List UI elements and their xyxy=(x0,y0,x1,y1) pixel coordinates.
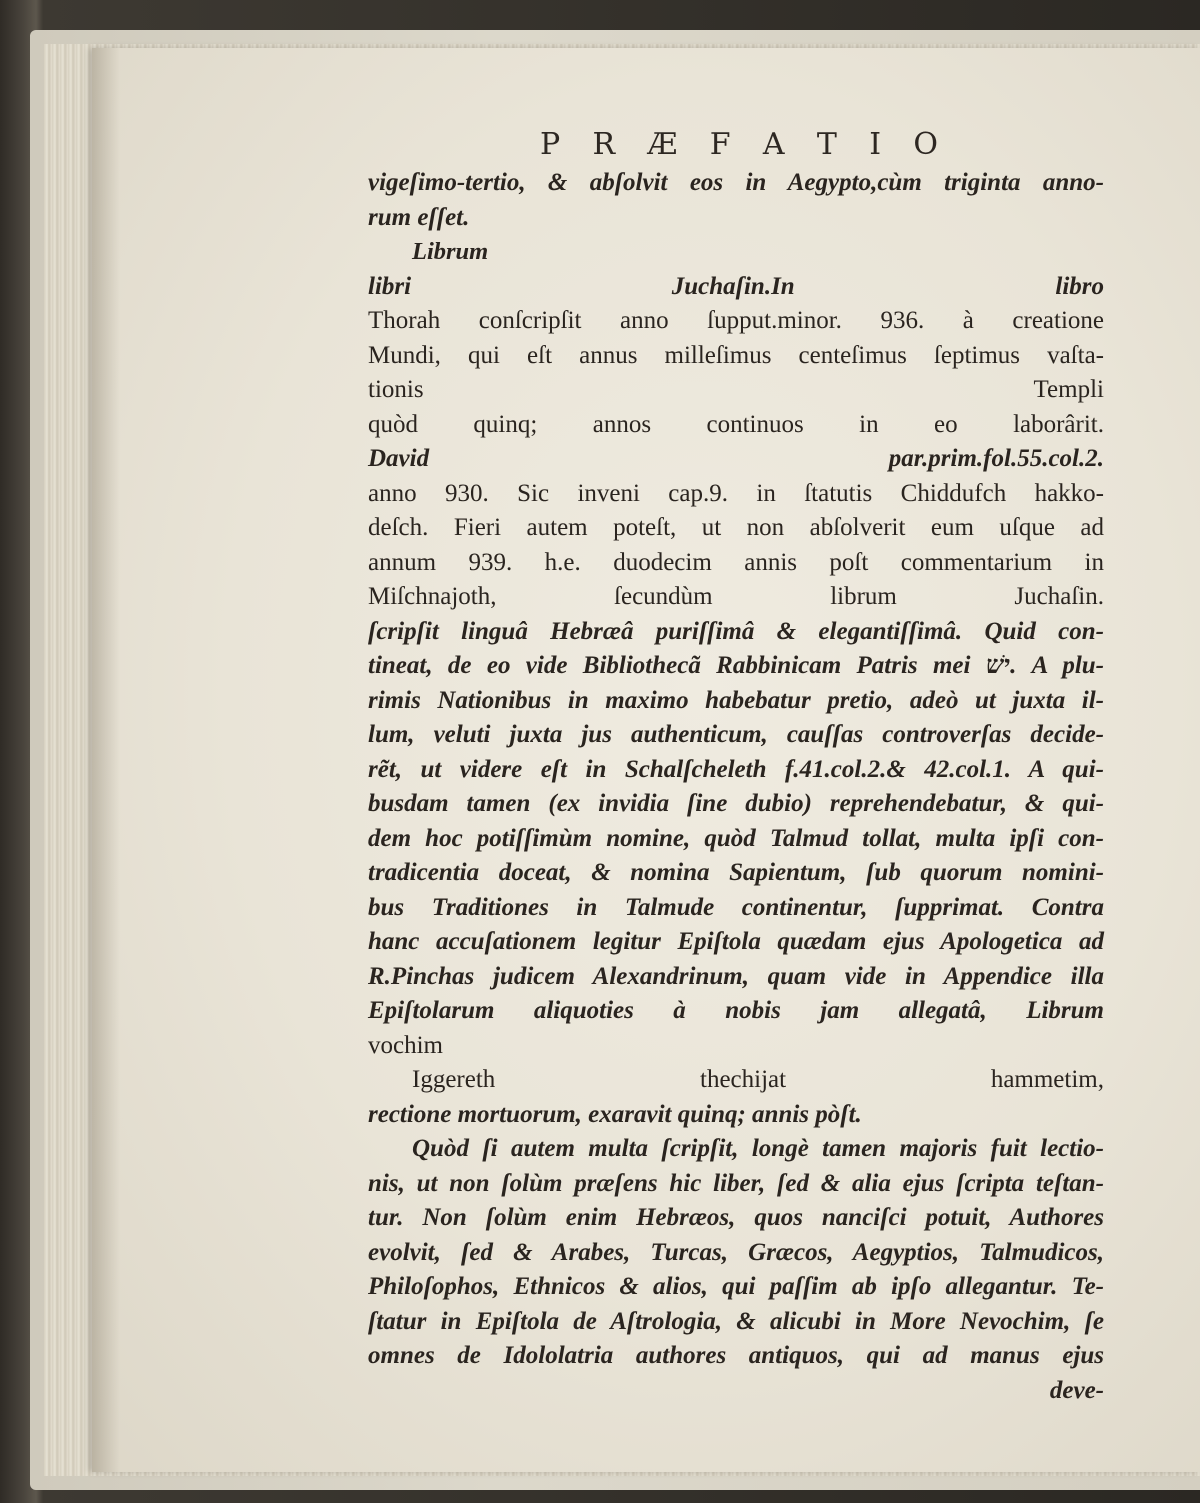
text-line xyxy=(368,822,1104,857)
text-line xyxy=(368,718,1104,753)
text-line xyxy=(368,1305,1104,1340)
gutter-shadow xyxy=(92,48,120,1472)
text-line xyxy=(368,1063,1104,1098)
italic-text: omnes de Idololatria authores antiquos, qui ad manus ejus xyxy=(368,1342,1104,1369)
italic-text: evolvit, ſed & Arabes, Turcas, Græcos, Aegyptios, Talmudicos, xyxy=(368,1238,1104,1266)
text-line xyxy=(368,1236,1104,1271)
header-letter: I xyxy=(869,126,884,162)
text-line xyxy=(368,511,1104,546)
text-line xyxy=(368,1201,1104,1236)
italic-text: hanc accuſationem legitur Epiſtola quædam ejus Apologetica ad xyxy=(368,928,1104,955)
text-line xyxy=(368,1339,1104,1374)
roman-text: Thorah conſcripſit anno ſupput.minor. 936. à creatione xyxy=(368,307,1104,334)
italic-text: Librum xyxy=(412,238,489,265)
text-line xyxy=(368,304,1104,339)
header-letter: O xyxy=(913,126,940,162)
text-line xyxy=(368,753,1104,788)
text-line xyxy=(368,235,1104,270)
text-line xyxy=(368,270,1104,305)
roman-text: annum 939. h.e. duodecim annis poſt commentarium in xyxy=(368,548,1104,576)
running-header xyxy=(540,120,940,168)
italic-text: lum, veluti juxta jus authenticum, cauſſas controverſas decide- xyxy=(368,721,1104,748)
text-line xyxy=(368,373,1104,408)
italic-text: bus Traditiones in Talmude continentur, ſupprimat. Contra xyxy=(368,893,1104,921)
roman-text: deſch. Fieri autem poteſt, ut non abſolverit eum uſque ad xyxy=(368,514,1104,541)
italic-text: rum eſſet. xyxy=(368,203,470,231)
text-line xyxy=(368,1167,1104,1202)
text-line xyxy=(368,580,1104,615)
italic-text: Quòd ſi autem multa ſcripſit, longè tamen majoris fuit lectio- xyxy=(412,1135,1104,1162)
text-line xyxy=(368,925,1104,960)
roman-text: tionis Templi xyxy=(368,376,1104,403)
text-line xyxy=(368,994,1104,1029)
italic-text: R.Pinchas judicem Alexandrinum, quam vide in Appendice illa xyxy=(368,962,1104,990)
text-line xyxy=(368,201,1104,236)
text-line xyxy=(368,684,1104,719)
header-letter: P xyxy=(540,126,563,162)
text-line xyxy=(368,477,1104,512)
catchword xyxy=(368,1374,1104,1409)
roman-text: vochim xyxy=(368,1031,443,1059)
text-line xyxy=(368,166,1104,201)
roman-text: anno 930. Sic inveni cap.9. in ſtatutis Chiddufch hakko- xyxy=(368,479,1104,507)
italic-text: ſcripſit linguâ Hebræâ puriſſimâ & elegantiſſimâ. Quid con- xyxy=(368,617,1104,645)
italic-text: tradicentia doceat, & nomina Sapientum, ſub quorum nomini- xyxy=(368,859,1104,886)
italic-text: rẽt, ut videre eſt in Schalſcheleth f.41.col.2.& 42.col.1. A qui- xyxy=(368,755,1104,783)
header-letter: R xyxy=(592,126,618,162)
roman-text: Iggereth thechijat hammetim, xyxy=(412,1066,1104,1093)
catchword-text: deve- xyxy=(1049,1376,1104,1404)
italic-text: tineat, de eo vide Bibliothecã Rabbinicam Patris mei ישׁ. A plu- xyxy=(368,652,1104,679)
italic-text: tur. Non ſolùm enim Hebræos, quos nanciſci potuit, Authores xyxy=(368,1204,1104,1231)
text-line xyxy=(368,442,1104,477)
italic-text: ſtatur in Epiſtola de Aſtrologia, & alicubi in More Nevochim, ſe xyxy=(368,1307,1104,1335)
body-text xyxy=(368,166,1104,1408)
italic-text: nis, ut non ſolùm præſens hic liber, ſed & alia ejus ſcripta teſtan- xyxy=(368,1169,1104,1197)
text-line xyxy=(368,615,1104,650)
header-letter: A xyxy=(762,126,787,162)
italic-text: David par.prim.fol.55.col.2. xyxy=(368,445,1104,472)
italic-text: vigeſimo-tertio, & abſolvit eos in Aegypto,cùm triginta anno- xyxy=(368,169,1104,196)
text-line xyxy=(368,960,1104,995)
italic-text: Philoſophos, Ethnicos & alios, qui paſſim ab ipſo allegantur. Te- xyxy=(368,1273,1104,1300)
text-line xyxy=(368,891,1104,926)
italic-text: libri Juchaſin.In libro xyxy=(368,272,1104,300)
text-line xyxy=(368,1132,1104,1167)
text-line xyxy=(368,339,1104,374)
roman-text: Miſchnajoth, ſecundùm librum Juchaſin. xyxy=(368,583,1104,610)
italic-text: busdam tamen (ex invidia ſine dubio) reprehendebatur, & qui- xyxy=(368,790,1104,817)
header-letter: Æ xyxy=(647,126,680,162)
text-line xyxy=(368,408,1104,443)
text-line xyxy=(368,856,1104,891)
roman-text: quòd quinq; annos continuos in eo laborârit. xyxy=(368,410,1104,438)
text-line xyxy=(368,787,1104,822)
text-line xyxy=(368,1029,1104,1064)
italic-text: dem hoc potiſſimùm nomine, quòd Talmud tollat, multa ipſi con- xyxy=(368,824,1104,852)
text-line xyxy=(368,546,1104,581)
text-line xyxy=(368,1098,1104,1133)
header-letter: F xyxy=(709,126,733,162)
italic-text: rectione mortuorum, exaravit quinq; annis pòſt. xyxy=(368,1100,862,1128)
text-line xyxy=(368,649,1104,684)
text-line xyxy=(368,1270,1104,1305)
italic-text: Epiſtolarum aliquoties à nobis jam allegatâ, Librum xyxy=(368,997,1104,1024)
italic-text: rimis Nationibus in maximo habebatur pretio, adeò ut juxta il- xyxy=(368,686,1104,714)
header-letter: T xyxy=(816,126,839,162)
roman-text: Mundi, qui eſt annus milleſimus centeſimus ſeptimus vaſta- xyxy=(368,341,1104,369)
